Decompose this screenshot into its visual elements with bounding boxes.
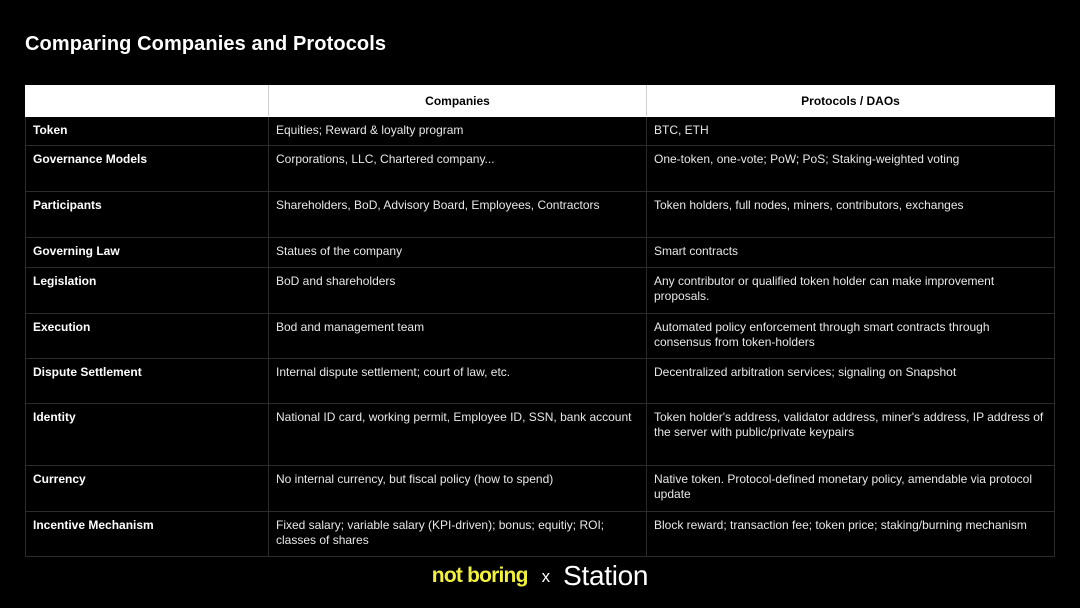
- table-row: [26, 512, 1055, 557]
- companies-cell: No internal currency, but fiscal policy (how to spend): [269, 466, 647, 512]
- protocols-cell: Decentralized arbitration services; signaling on Snapshot: [647, 359, 1055, 404]
- companies-cell: National ID card, working permit, Employee ID, SSN, bank account: [269, 404, 647, 466]
- row-label: Participants: [26, 192, 269, 238]
- table-row: [26, 404, 1055, 466]
- table-row: [26, 117, 1055, 146]
- header-companies: Companies: [269, 86, 647, 117]
- protocols-cell: BTC, ETH: [647, 117, 1055, 146]
- protocols-cell: Any contributor or qualified token holder can make improvement proposals.: [647, 268, 1055, 314]
- row-label: Dispute Settlement: [26, 359, 269, 404]
- protocols-cell: Token holder's address, validator address, miner's address, IP address of the server with public/private keypairs: [647, 404, 1055, 466]
- row-label: Incentive Mechanism: [26, 512, 269, 557]
- protocols-cell: One-token, one-vote; PoW; PoS; Staking-weighted voting: [647, 146, 1055, 192]
- row-label: Identity: [26, 404, 269, 466]
- table-row: [26, 466, 1055, 512]
- protocols-cell: Block reward; transaction fee; token price; staking/burning mechanism: [647, 512, 1055, 557]
- header-protocols: Protocols / DAOs: [647, 86, 1055, 117]
- companies-cell: Bod and management team: [269, 314, 647, 359]
- table-row: [26, 238, 1055, 268]
- table-row: [26, 314, 1055, 359]
- footer-branding: [0, 556, 1080, 596]
- page-title: Comparing Companies and Protocols: [25, 33, 387, 55]
- protocols-cell: Native token. Protocol-defined monetary policy, amendable via protocol update: [647, 466, 1055, 512]
- protocols-cell: Smart contracts: [647, 238, 1055, 268]
- row-label: Legislation: [26, 268, 269, 314]
- station-logo: Station: [563, 560, 649, 591]
- table-header-row: [26, 86, 1055, 117]
- companies-cell: Corporations, LLC, Chartered company...: [269, 146, 647, 192]
- row-label: Execution: [26, 314, 269, 359]
- table-row: [26, 268, 1055, 314]
- companies-cell: Fixed salary; variable salary (KPI-driven); bonus; equitiy; ROI; classes of shares: [269, 512, 647, 557]
- row-label: Governing Law: [26, 238, 269, 268]
- table-row: [26, 359, 1055, 404]
- brand-separator: x: [541, 567, 551, 586]
- row-label: Governance Models: [26, 146, 269, 192]
- companies-cell: Statues of the company: [269, 238, 647, 268]
- table-row: [26, 192, 1055, 238]
- companies-cell: Equities; Reward & loyalty program: [269, 117, 647, 146]
- header-empty: [26, 86, 269, 117]
- protocols-cell: Token holders, full nodes, miners, contributors, exchanges: [647, 192, 1055, 238]
- companies-cell: Internal dispute settlement; court of law, etc.: [269, 359, 647, 404]
- companies-cell: BoD and shareholders: [269, 268, 647, 314]
- companies-cell: Shareholders, BoD, Advisory Board, Employees, Contractors: [269, 192, 647, 238]
- not-boring-logo: not boring: [431, 564, 528, 587]
- comparison-table: [25, 85, 1055, 557]
- protocols-cell: Automated policy enforcement through smart contracts through consensus from token-holders: [647, 314, 1055, 359]
- row-label: Currency: [26, 466, 269, 512]
- row-label: Token: [26, 117, 269, 146]
- table-row: [26, 146, 1055, 192]
